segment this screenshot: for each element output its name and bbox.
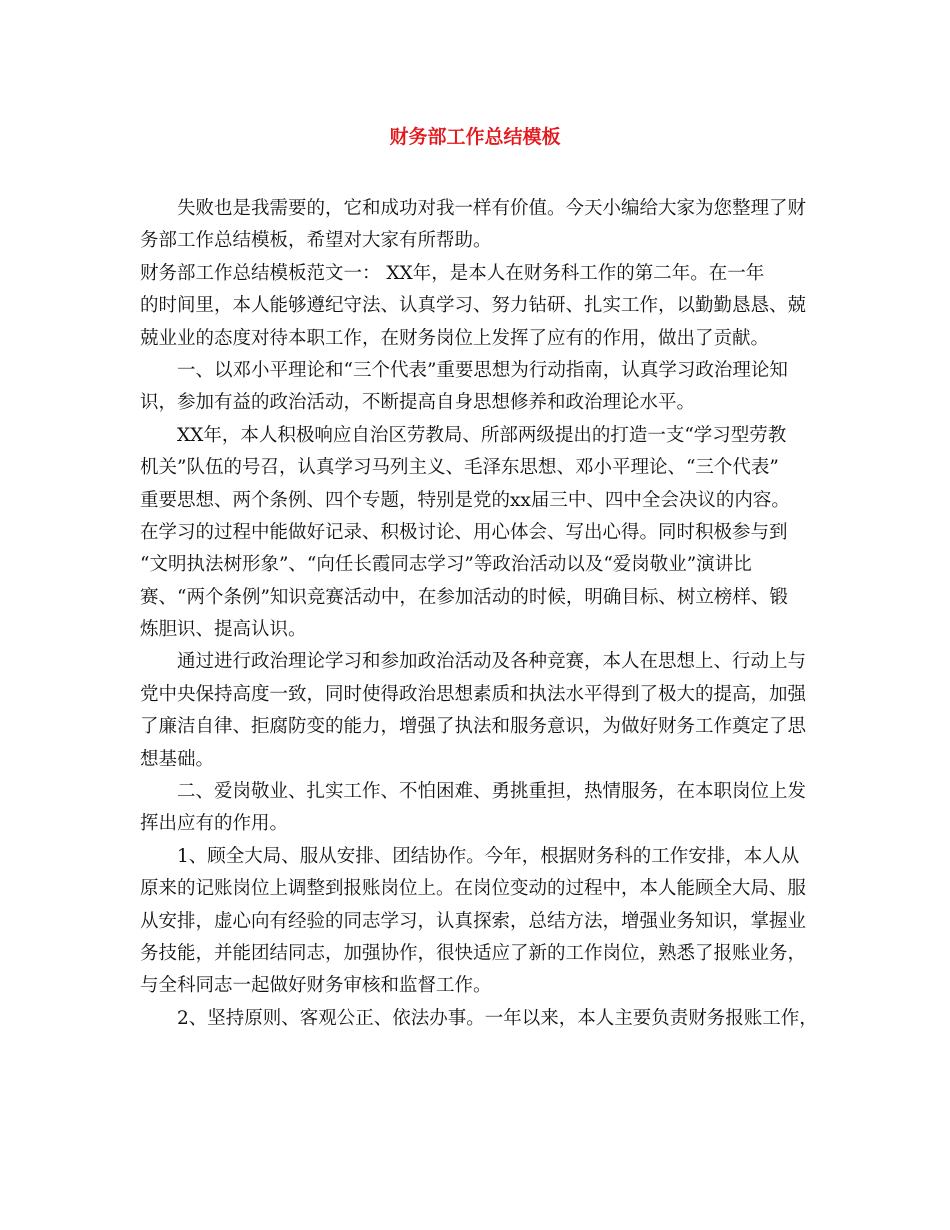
text-line: 与全科同志一起做好财务审核和监督工作。: [140, 975, 492, 997]
text-line: 机关”队伍的号召，认真学习马列主义、毛泽东思想、邓小平理论、“三个代表”: [140, 457, 779, 479]
paragraph: [140, 193, 822, 258]
text-line: 二、爱岗敬业、扎实工作、不怕困难、勇挑重担，热情服务，在本职岗位上发: [177, 781, 807, 803]
text-line: “文明执法树形象”、“向任长霞同志学习”等政治活动以及“爱岗敬业”演讲比: [140, 554, 752, 576]
paragraph: [140, 258, 822, 355]
text-line: 1、顾全大局、服从安排、团结协作。今年，根据财务科的工作安排，本人从: [177, 845, 800, 867]
text-line: 党中央保持高度一致，同时使得政治思想素质和执法水平得到了极大的提高，加强: [140, 683, 807, 705]
text-line: 兢业业的态度对待本职工作，在财务岗位上发挥了应有的作用，做出了贡献。: [140, 327, 770, 349]
text-line: 2、坚持原则、客观公正、依法办事。一年以来，本人主要负责财务报账工作，: [177, 1007, 818, 1029]
text-line: 重要思想、两个条例、四个专题，特别是党的xx届三中、四中全会决议的内容。: [140, 489, 790, 511]
text-line: 炼胆识、提高认识。: [140, 619, 307, 641]
text-line: 从安排，虚心向有经验的同志学习，认真探索，总结方法，增强业务知识，掌握业: [140, 910, 807, 932]
text-line: 在学习的过程中能做好记录、积极讨论、用心体会、写出心得。同时积极参与到: [140, 521, 788, 543]
paragraph: [140, 776, 822, 841]
text-line: 识，参加有益的政治活动，不断提高自身思想修养和政治理论水平。: [140, 392, 696, 414]
paragraph: [140, 420, 822, 647]
paragraph: [140, 646, 822, 776]
text-line: XX年，本人积极响应自治区劳教局、所部两级提出的打造一支“学习型劳教: [177, 424, 787, 446]
text-line: 务部工作总结模板，希望对大家有所帮助。: [140, 230, 492, 252]
text-line: 原来的记账岗位上调整到报账岗位上。在岗位变动的过程中，本人能顾全大局、服: [140, 878, 807, 900]
text-line: 一、以邓小平理论和“三个代表”重要思想为行动指南，认真学习政治理论知: [177, 359, 788, 381]
document-body: [140, 193, 822, 1035]
text-line: 务技能，并能团结同志，加强协作，很快适应了新的工作岗位，熟悉了报账业务，: [140, 942, 807, 964]
paragraph: [140, 355, 822, 420]
text-line: 挥出应有的作用。: [140, 813, 289, 835]
paragraph: [140, 841, 822, 1003]
text-line: 想基础。: [140, 748, 215, 770]
text-line: 的时间里，本人能够遵纪守法、认真学习、努力钻研、扎实工作，以勤勤恳恳、兢: [140, 295, 807, 317]
text-line: 了廉洁自律、拒腐防变的能力，增强了执法和服务意识，为做好财务工作奠定了思: [140, 716, 807, 738]
text-line: 财务部工作总结模板范文一： XX年，是本人在财务科工作的第二年。在一年: [140, 262, 765, 284]
paragraph: [140, 1003, 822, 1035]
text-line: 赛、“两个条例”知识竞赛活动中，在参加活动的时候，明确目标、树立榜样、锻: [140, 586, 788, 608]
document-title: 财务部工作总结模板: [389, 126, 561, 148]
text-line: 通过进行政治理论学习和参加政治活动及各种竞赛，本人在思想上、行动上与: [177, 651, 807, 673]
text-line: 失败也是我需要的，它和成功对我一样有价值。今天小编给大家为您整理了财: [177, 198, 807, 219]
